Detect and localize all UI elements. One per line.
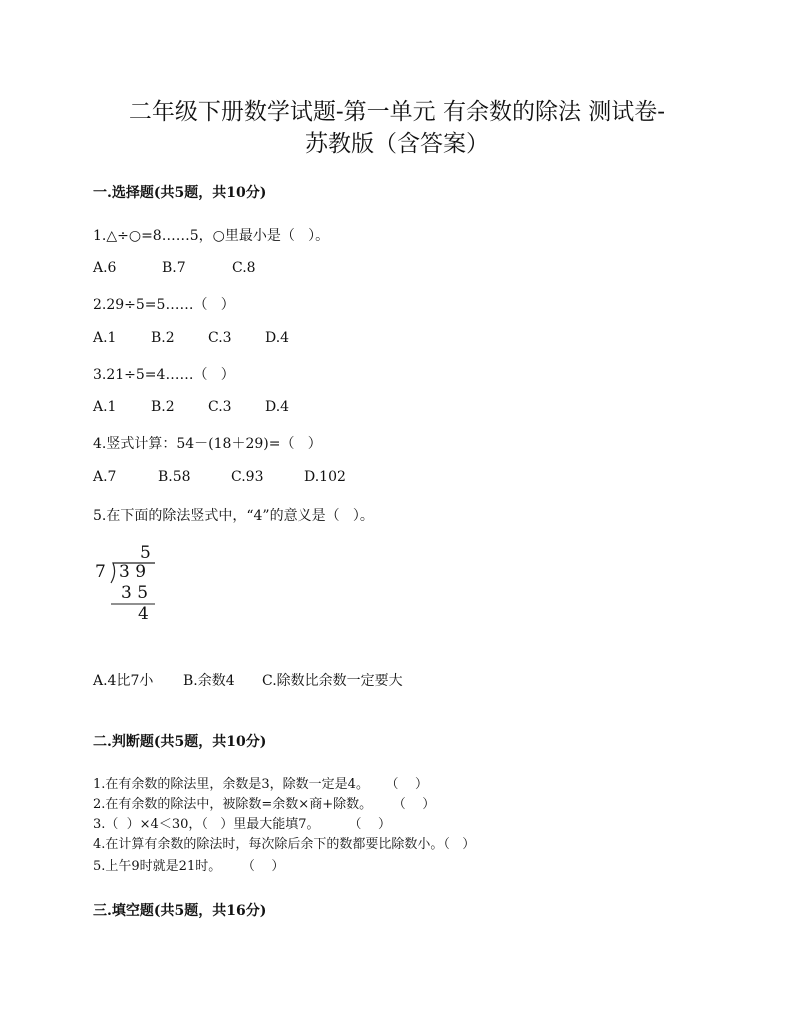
long-division-figure: [93, 543, 163, 628]
page-title-line-2: 苏教版（含答案）: [305, 131, 489, 157]
question-3: 3.21÷5=4……（ ）: [93, 367, 235, 383]
q3-option-a: A.1: [93, 399, 117, 415]
judge-item-4: 4.在计算有余数的除法时，每次除后余下的数都要比除数小。（ ）: [93, 837, 476, 852]
section-heading-fill: 三.填空题(共5题，共16分): [93, 903, 267, 919]
q4-option-d: D.102: [304, 469, 346, 485]
question-4: 4.竖式计算：54－(18＋29)=（ ）: [93, 436, 322, 452]
division-product: 3 5: [121, 583, 149, 603]
q4-option-c: C.93: [231, 469, 264, 485]
q5-option-a: A.4比7小: [93, 673, 154, 689]
q3-option-d: D.4: [265, 399, 290, 415]
q2-option-d: D.4: [265, 330, 290, 346]
page-title-line-1: 二年级下册数学试题-第一单元 有余数的除法 测试卷-: [128, 99, 666, 125]
judge-item-3: 3.（ ）×4＜30，（ ）里最大能填7。 （ ）: [93, 817, 391, 832]
q3-option-c: C.3: [208, 399, 232, 415]
q4-option-a: A.7: [93, 469, 117, 485]
judge-item-2: 2.在有余数的除法中，被除数=余数×商+除数。 （ ）: [93, 797, 436, 812]
division-quotient: 5: [140, 543, 151, 563]
q3-option-b: B.2: [151, 399, 175, 415]
q1-option-a: A.6: [93, 260, 117, 276]
division-dividend: 3 9: [119, 562, 147, 582]
section-heading-judge: 二.判断题(共5题，共10分): [93, 734, 267, 750]
q2-option-a: A.1: [93, 330, 117, 346]
judge-item-1: 1.在有余数的除法里，余数是3，除数一定是4。 （ ）: [93, 777, 429, 792]
q5-option-c: C.除数比余数一定要大: [262, 673, 403, 689]
division-remainder: 4: [138, 604, 149, 624]
q1-option-c: C.8: [232, 260, 256, 276]
q2-option-b: B.2: [151, 330, 175, 346]
question-1: 1.△÷○=8……5，○里最小是（ ）。: [93, 228, 330, 244]
question-5: 5.在下面的除法竖式中，“4”的意义是（ ）。: [93, 508, 374, 524]
q4-option-b: B.58: [158, 469, 191, 485]
q1-option-b: B.7: [162, 260, 186, 276]
division-divisor: 7: [95, 562, 106, 582]
judge-item-5: 5.上午9时就是21时。 （ ）: [93, 859, 285, 874]
q2-option-c: C.3: [208, 330, 232, 346]
question-2: 2.29÷5=5……（ ）: [93, 297, 235, 313]
q5-option-b: B.余数4: [183, 673, 235, 689]
section-heading-choice: 一.选择题(共5题，共10分): [93, 185, 267, 201]
